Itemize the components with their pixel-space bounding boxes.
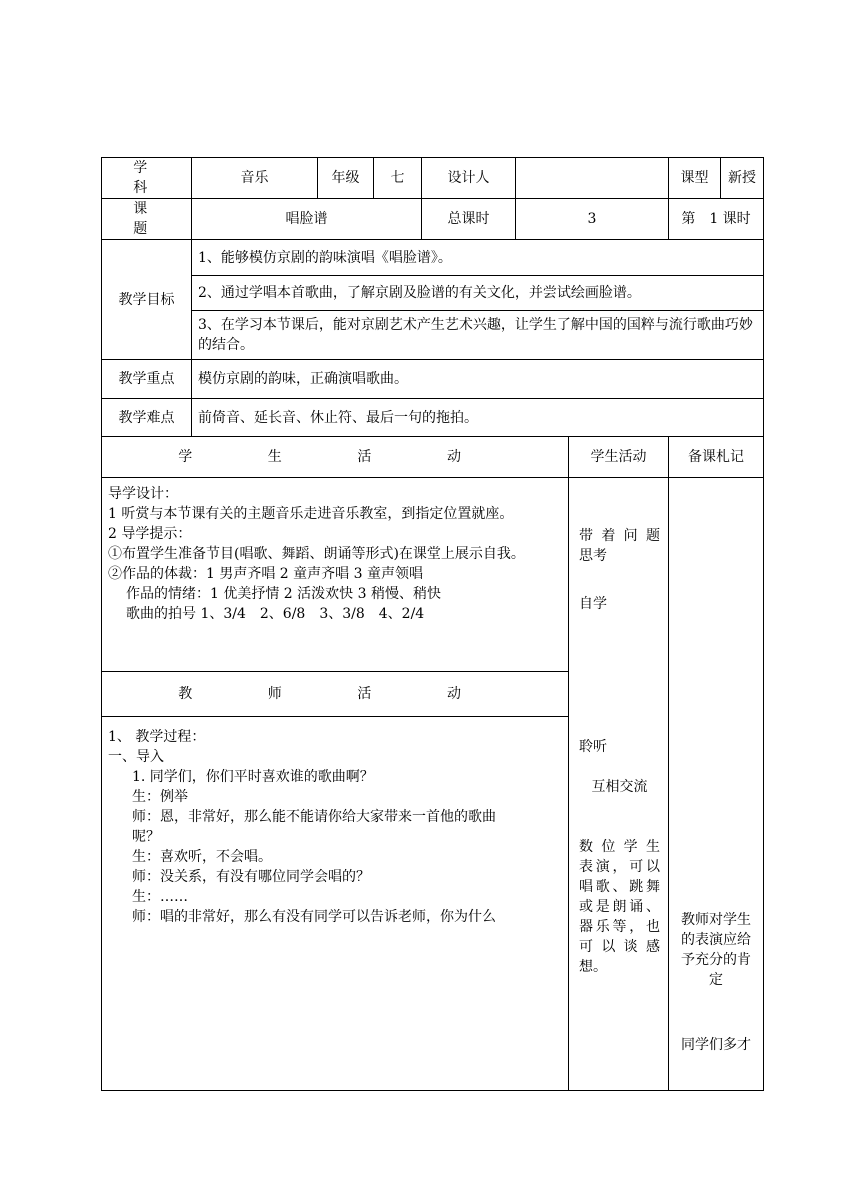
spacer <box>579 797 660 837</box>
student-activity-header: 学生活动 <box>569 437 669 478</box>
teacher-section-title: 教 师 活 动 <box>178 686 492 702</box>
key-point-value: 模仿京剧的韵味，正确演唱歌曲。 <box>192 360 764 399</box>
guide-line: 1 听赏与本节课有关的主题音乐走进音乐教室，到指定位置就座。 <box>108 506 514 522</box>
student-activity-line: 想。 <box>579 959 607 975</box>
teacher-section-header <box>102 672 569 717</box>
designer-value <box>516 158 669 199</box>
topic-value: 唱脸谱 <box>192 199 422 240</box>
type-label: 课型 <box>669 158 721 199</box>
guide-line: ①布置学生准备节目(唱歌、舞蹈、朗诵等形式)在课堂上展示自我。 <box>108 546 525 562</box>
header-row <box>102 158 764 199</box>
lesson-number: 第 1 课时 <box>669 199 764 240</box>
total-hours-value: 3 <box>516 199 669 240</box>
student-activity-column <box>569 478 669 1091</box>
guide-line: ②作品的体裁：1 男声齐唱 2 童声齐唱 3 童声领唱 <box>108 566 423 582</box>
topic-row <box>102 199 764 240</box>
student-activity-line: 数位学生 <box>579 839 661 855</box>
guide-line: 导学设计： <box>108 486 178 502</box>
student-activity-line: 唱歌、跳舞 <box>579 879 661 895</box>
process-line: 1. 同学们，你们平时喜欢谁的歌曲啊？ <box>132 769 374 785</box>
notes-header: 备课札记 <box>669 437 764 478</box>
spacer <box>579 757 660 777</box>
guide-line: 作品的情绪：1 优美抒情 2 活泼欢快 3 稍慢、稍快 <box>126 586 441 602</box>
process-line: 一、导入 <box>108 749 164 765</box>
student-activity-line: 可以谈感 <box>579 939 661 955</box>
subject-label: 学 科 <box>102 158 192 199</box>
designer-label: 设计人 <box>422 158 516 199</box>
spacer <box>579 614 660 737</box>
process-line: 生：喜欢听，不会唱。 <box>132 849 272 865</box>
difficulty-label: 教学难点 <box>102 399 192 437</box>
notes-line: 的表演应给 <box>681 932 752 948</box>
student-section-header <box>102 437 569 478</box>
guide-block <box>102 478 569 672</box>
type-value: 新授 <box>721 158 764 199</box>
goals-label: 教学目标 <box>102 240 192 360</box>
lesson-plan-table <box>101 157 764 1091</box>
guide-line: 2 导学提示： <box>108 526 192 542</box>
student-activity-line: 自学 <box>579 596 607 612</box>
process-line: 师：没关系，有没有哪位同学会唱的？ <box>132 869 370 885</box>
notes-column <box>669 478 764 1091</box>
grade-value: 七 <box>374 158 422 199</box>
notes-line: 予充分的肯 <box>681 952 752 968</box>
total-hours-label: 总课时 <box>422 199 516 240</box>
student-section-title: 学 生 活 动 <box>178 449 492 465</box>
key-point-label: 教学重点 <box>102 360 192 399</box>
student-activity-line: 器乐等，也 <box>579 919 661 935</box>
process-line: 师：恩，非常好，那么能不能请你给大家带来一首他的歌曲 <box>132 809 496 825</box>
topic-label: 课 题 <box>102 199 192 240</box>
goal-item: 3、在学习本节课后，能对京剧艺术产生艺术兴趣，让学生了解中国的国粹与流行歌曲巧妙的结合。 <box>192 311 764 360</box>
student-activity-line: 带着问题 <box>579 528 661 544</box>
subject-value: 音乐 <box>192 158 318 199</box>
process-line: 师：唱的非常好，那么有没有同学可以告诉老师，你为什么 <box>132 909 496 925</box>
student-activity-line: 或是朗诵、 <box>579 899 661 915</box>
spacer <box>673 990 759 1035</box>
student-activity-line: 聆听 <box>579 739 607 755</box>
notes-line: 同学们多才 <box>681 1037 752 1053</box>
difficulty-value: 前倚音、延长音、休止符、最后一句的拖拍。 <box>192 399 764 437</box>
student-activity-line: 互相交流 <box>591 779 648 795</box>
process-line: 生：…… <box>132 889 188 905</box>
process-line: 呢？ <box>132 829 160 845</box>
student-activity-line: 表演，可以 <box>579 859 661 875</box>
grade-label: 年级 <box>318 158 374 199</box>
process-block <box>102 717 569 1091</box>
goal-item: 2、通过学唱本首歌曲，了解京剧及脸谱的有关文化，并尝试绘画脸谱。 <box>192 276 764 311</box>
goal-item: 1、能够模仿京剧的韵味演唱《唱脸谱》。 <box>192 240 764 276</box>
process-line: 生：例举 <box>132 789 188 805</box>
spacer <box>579 566 660 594</box>
process-line: 1、 教学过程： <box>108 729 206 745</box>
student-activity-line: 思考 <box>579 548 607 564</box>
notes-line: 教师对学生 <box>681 912 752 928</box>
guide-line: 歌曲的拍号 1、3/4 2、6/8 3、3/8 4、2/4 <box>126 606 425 622</box>
notes-line: 定 <box>709 972 724 988</box>
